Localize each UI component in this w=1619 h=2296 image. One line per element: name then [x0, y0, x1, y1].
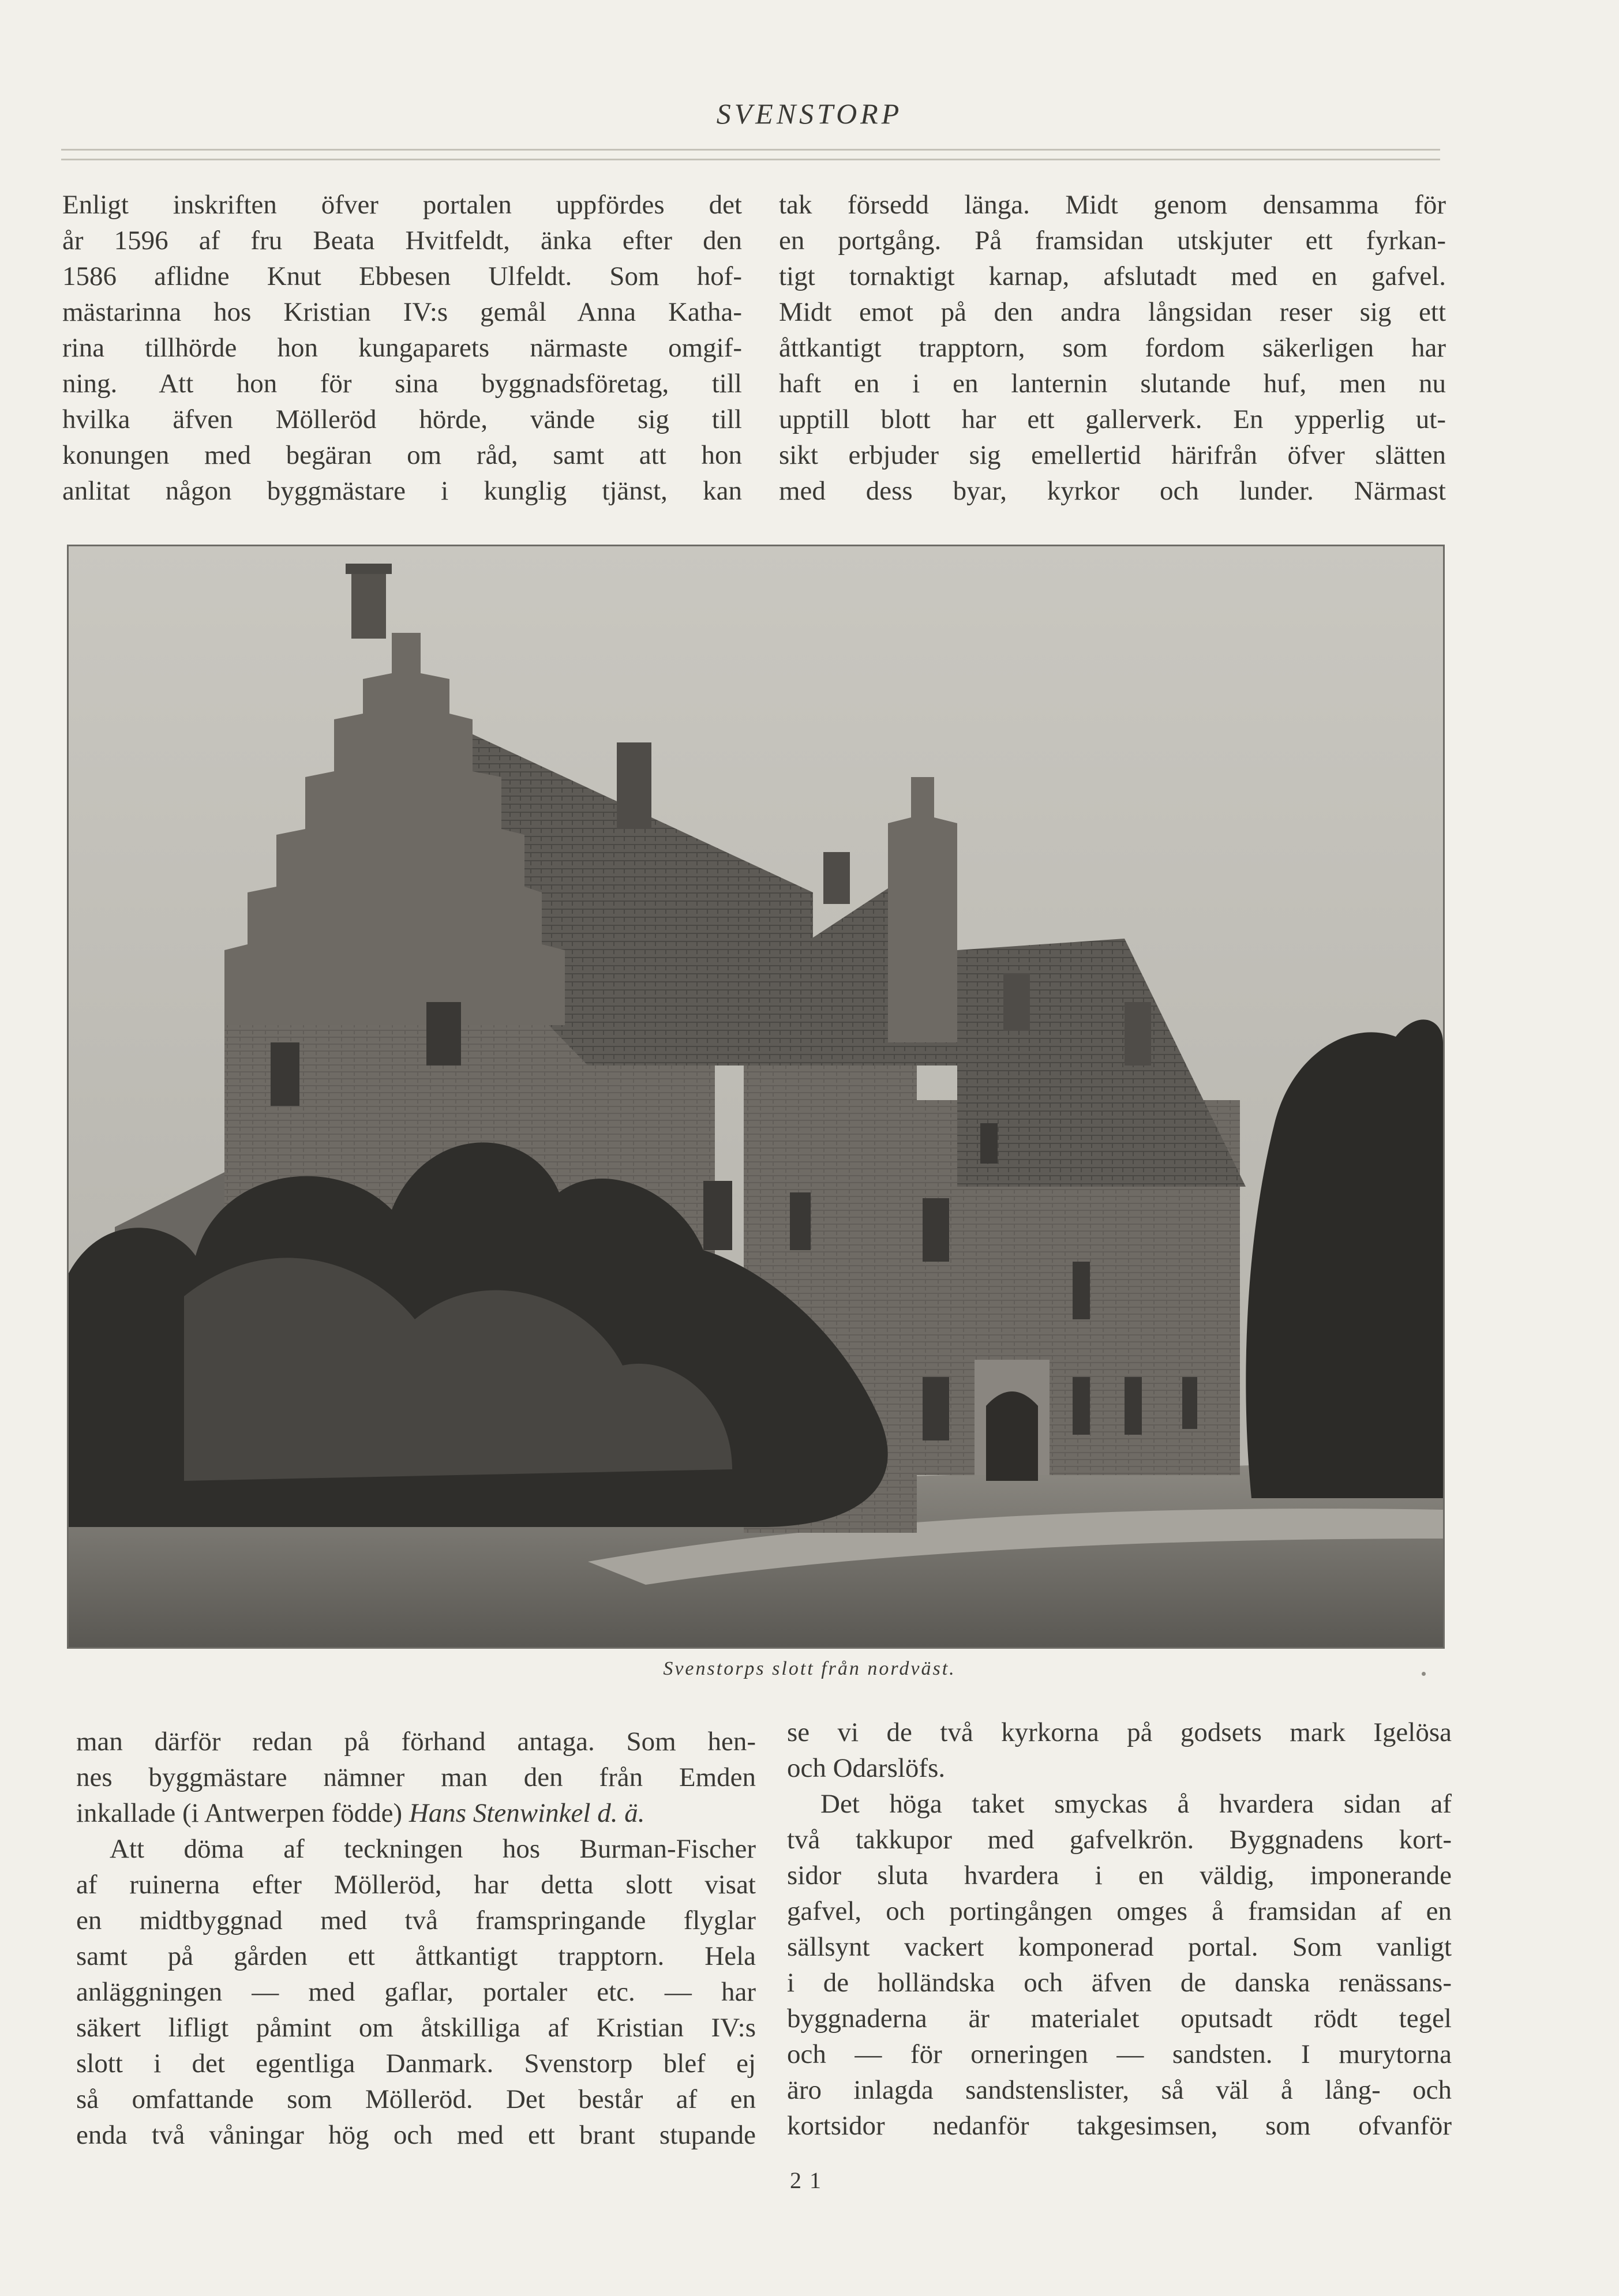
running-head: SVENSTORP	[716, 97, 903, 130]
text-line: år 1596 af fru Beata Hvitfeldt, änka efter den	[62, 226, 742, 256]
castle-photograph	[67, 545, 1445, 1649]
text-line: hvilka äfven Mölleröd hörde, vände sig till	[62, 404, 742, 434]
text-line: tigt tornaktigt karnap, afslutadt med en gafvel.	[779, 261, 1446, 291]
text-line: kortsidor nedanför takgesimsen, som ofvanför	[787, 2111, 1452, 2141]
text-line: två takkupor med gafvelkrön. Byggnadens kort-	[787, 1825, 1452, 1855]
print-speck	[1422, 1672, 1426, 1676]
text-line: sidor sluta hvardera i en väldig, imponerande	[787, 1860, 1452, 1890]
text-line: rina tillhörde hon kungaparets närmaste omgif-	[62, 333, 742, 363]
text-line: haft en i en lanternin slutande huf, men nu	[779, 369, 1446, 399]
paragraph	[787, 1786, 1452, 2144]
paragraph	[76, 1831, 756, 2153]
text-line: man därför redan på förhand antaga. Som hen-	[76, 1727, 756, 1757]
text-line: gafvel, och portingången omges å framsidan af en	[787, 1896, 1452, 1926]
text-line: säkert lifligt påmint om åtskilliga af Kristian IV:s	[76, 2013, 756, 2043]
text-line: anläggningen — med gaflar, portaler etc. — har	[76, 1977, 756, 2007]
text-line: upptill blott har ett gallerverk. En ypperlig ut-	[779, 404, 1446, 434]
text-run: inkallade (i Antwerpen födde)	[76, 1798, 409, 1828]
text-line: byggnaderna är materialet oputsadt rödt tegel	[787, 2004, 1452, 2034]
text-line: sikt erbjuder sig emellertid härifrån öfver slätten	[779, 440, 1446, 470]
text-line: konungen med begäran om råd, samt att hon	[62, 440, 742, 470]
text-line	[76, 1795, 756, 1831]
text-line: ning. Att hon för sina byggnadsföretag, till	[62, 369, 742, 399]
text-line: slott i det egentliga Danmark. Svenstorp blef ej	[76, 2049, 756, 2079]
column-top-right	[779, 187, 1446, 509]
column-bottom-right	[787, 1715, 1452, 2144]
text-line: i de holländska och äfven de danska renässans-	[787, 1968, 1452, 1998]
text-line: Det höga taket smyckas å hvardera sidan af	[820, 1789, 1452, 1819]
text-line: Att döma af teckningen hos Burman-Fischer	[110, 1834, 756, 1864]
text-line: Midt emot på den andra långsidan reser sig ett	[779, 297, 1446, 327]
text-line: en portgång. På framsidan utskjuter ett fyrkan-	[779, 226, 1446, 256]
column-top-left	[62, 187, 742, 509]
text-line: af ruinerna efter Mölleröd, har detta slott visat	[76, 1870, 756, 1900]
text-line: och Odarslöfs.	[787, 1753, 946, 1783]
text-line: 1586 aflidne Knut Ebbesen Ulfeldt. Som hof-	[62, 261, 742, 291]
text-line: med dess byar, kyrkor och lunder. Närmast	[779, 476, 1446, 506]
header-rule	[61, 149, 1440, 160]
text-line: samt på gården ett åttkantigt trapptorn. Hela	[76, 1941, 756, 1971]
text-line: sällsynt vackert komponerad portal. Som vanligt	[787, 1932, 1452, 1962]
text-line: enda två våningar hög och med ett brant stupande	[76, 2120, 756, 2150]
figure-caption: Svenstorps slott från nordväst.	[663, 1658, 956, 1679]
paragraph	[779, 187, 1446, 509]
text-line: mästarinna hos Kristian IV:s gemål Anna Katha-	[62, 297, 742, 327]
paragraph	[62, 187, 742, 509]
text-line: nes byggmästare nämner man den från Emden	[76, 1762, 756, 1792]
text-line: Enligt inskriften öfver portalen uppfördes det	[62, 190, 742, 220]
page-number: 21	[790, 2167, 829, 2193]
paragraph	[787, 1715, 1452, 1786]
text-line: en midtbyggnad med två framspringande flyglar	[76, 1905, 756, 1935]
text-line: åttkantigt trapptorn, som fordom säkerligen har	[779, 333, 1446, 363]
text-line: se vi de två kyrkorna på godsets mark Igelösa	[787, 1717, 1452, 1747]
text-line: och — för orneringen — sandsten. I murytorna	[787, 2039, 1452, 2069]
text-line: så omfattande som Mölleröd. Det består af en	[76, 2084, 756, 2114]
text-line: äro inlagda sandstenslister, så väl å lång- och	[787, 2075, 1452, 2105]
text-line: tak försedd länga. Midt genom densamma för	[779, 190, 1446, 220]
paragraph	[76, 1724, 756, 1831]
architect-name: Hans Stenwinkel d. ä.	[409, 1798, 645, 1828]
text-line: anlitat någon byggmästare i kunglig tjänst, kan	[62, 476, 742, 506]
castle-illustration	[69, 546, 1443, 1647]
column-bottom-left	[76, 1724, 756, 2153]
